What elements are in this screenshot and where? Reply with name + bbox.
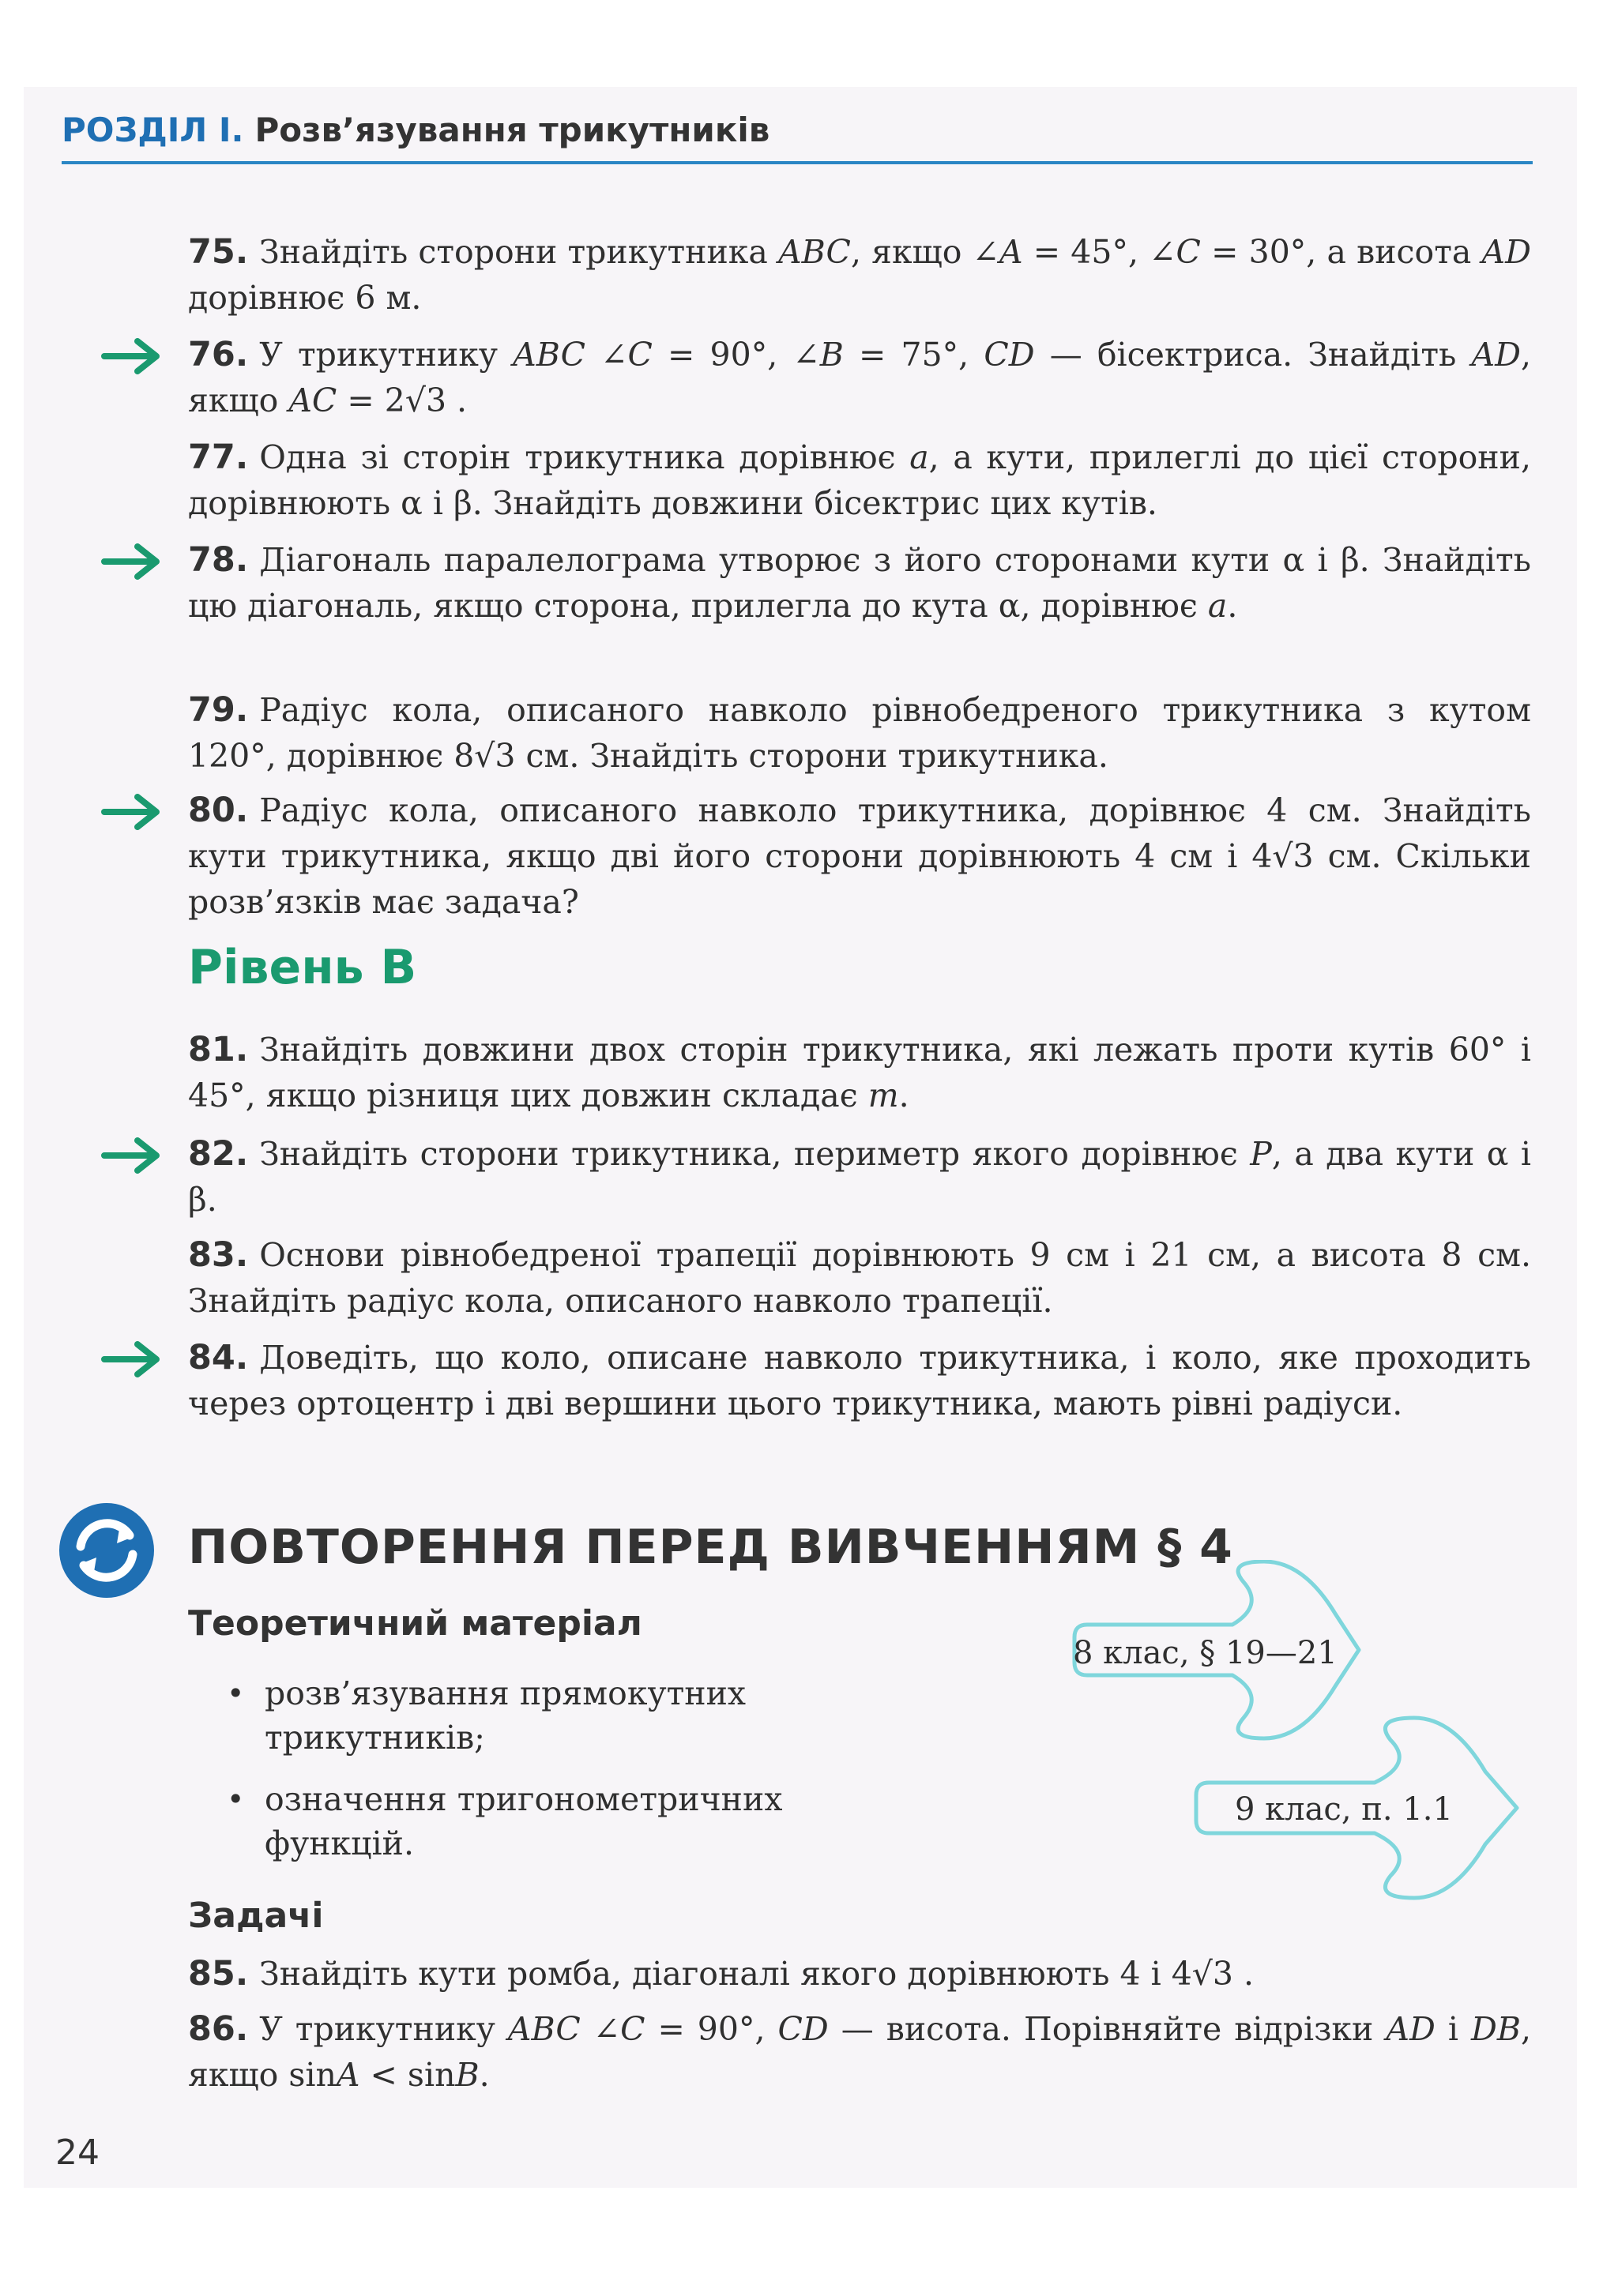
problem-82 <box>188 1131 1531 1223</box>
problem-number: 86. <box>188 2009 249 2049</box>
problem-77 <box>188 434 1531 526</box>
problem-number: 78. <box>188 540 249 580</box>
theory-bullet <box>227 1777 881 1866</box>
reference-9-class: 9 клас, п. 1.1 <box>1235 1791 1453 1828</box>
tasks-heading: Задачі <box>188 1896 324 1936</box>
problem-number: 79. <box>188 690 249 730</box>
green-arrow-icon <box>101 1341 163 1377</box>
green-arrow-icon <box>101 543 163 580</box>
green-arrow-icon <box>101 794 163 830</box>
repeat-cycle-icon <box>57 1501 156 1600</box>
problem-number: 84. <box>188 1338 249 1377</box>
bullet-dot: • <box>227 1782 245 1817</box>
problem-75 <box>188 229 1531 321</box>
reference-8-class: 8 клас, § 19—21 <box>1073 1635 1338 1671</box>
problem-text: Радіус кола, описаного навколо трикутника, дорівнює 4 см. Знайдіть кути трикутника, якщо дві його сторони дорівнюють 4 см і 4√3 см. Скільки розв’язків має задача? <box>188 791 1531 921</box>
problem-text: Основи рівнобедреної трапеції дорівнюють 9 см і 21 см, а висота 8 см. Знайдіть радіус кола, описаного навколо трапеції. <box>188 1236 1531 1320</box>
section-title: Розв’язування трикутників <box>254 111 770 149</box>
theory-bullet <box>227 1671 881 1760</box>
green-arrow-icon <box>101 338 163 374</box>
section-header <box>62 111 1531 158</box>
review-title: ПОВТОРЕННЯ ПЕРЕД ВИВЧЕННЯМ § 4 <box>188 1520 1233 1575</box>
problem-text: Доведіть, що коло, описане навколо трикутника, і коло, яке проходить через ортоцентр і дві вершини цього трикутника, мають рівні радіуси. <box>188 1339 1531 1422</box>
problem-text: Знайдіть довжини двох сторін трикутника, які лежать проти кутів 60° і 45°, якщо різниця цих довжин складає m. <box>188 1031 1531 1114</box>
problem-number: 82. <box>188 1134 249 1174</box>
problem-number: 81. <box>188 1030 249 1069</box>
problem-78 <box>188 537 1531 629</box>
problem-number: 76. <box>188 335 249 374</box>
bullet-text: розв’язування прямокутних трикутників; <box>265 1674 747 1757</box>
section-label: РОЗДІЛ І. <box>62 111 244 149</box>
problem-86 <box>188 2006 1531 2098</box>
level-heading: Рівень В <box>188 940 417 995</box>
problem-80 <box>188 787 1531 925</box>
problem-76 <box>188 332 1531 423</box>
green-arrow-icon <box>101 1137 163 1174</box>
problem-number: 85. <box>188 1954 249 1993</box>
problem-83 <box>188 1232 1531 1324</box>
problem-text: Знайдіть сторони трикутника, периметр якого дорівнює P, а два кути α і β. <box>188 1135 1532 1219</box>
problem-text: Одна зі сторін трикутника дорівнює a, а кути, прилеглі до цієї сторони, дорівнюють α і β. Знайдіть довжини бісектрис цих кутів. <box>188 438 1531 522</box>
problem-79 <box>188 687 1531 779</box>
problem-number: 80. <box>188 791 249 830</box>
page-number: 24 <box>55 2133 100 2173</box>
bullet-text: означення тригонометричних функцій. <box>265 1780 783 1862</box>
problem-84 <box>188 1335 1531 1426</box>
problem-number: 75. <box>188 232 249 272</box>
reference-arrows-graphic <box>1043 1560 1548 1931</box>
problem-text: Радіус кола, описаного навколо рівнобедреного трикутника з кутом 120°, дорівнює 8√3 см. Знайдіть сторони трикутника. <box>188 691 1531 775</box>
problem-number: 77. <box>188 438 249 477</box>
problem-text: Знайдіть сторони трикутника ABC, якщо ∠A = 45°, ∠C = 30°, а висота AD дорівнює 6 м. <box>188 233 1531 317</box>
bullet-dot: • <box>227 1676 245 1711</box>
problem-number: 83. <box>188 1235 249 1275</box>
problem-81 <box>188 1027 1531 1118</box>
theory-heading: Теоретичний матеріал <box>188 1603 642 1644</box>
problem-85 <box>188 1951 1531 1997</box>
problem-text: У трикутнику ABC ∠C = 90°, ∠B = 75°, CD — бісектриса. Знайдіть AD, якщо AC = 2√3 . <box>188 336 1532 419</box>
problem-text: У трикутнику ABC ∠C = 90°, CD — висота. Порівняйте відрізки AD і DB, якщо sinA < sinB. <box>188 2010 1532 2094</box>
problem-text: Діагональ паралелограма утворює з його сторонами кути α і β. Знайдіть цю діагональ, якщо сторона, прилегла до кута α, дорівнює a. <box>188 541 1531 625</box>
problem-text: Знайдіть кути ромба, діагоналі якого дорівнюють 4 і 4√3 . <box>259 1955 1255 1993</box>
header-divider <box>62 161 1533 164</box>
